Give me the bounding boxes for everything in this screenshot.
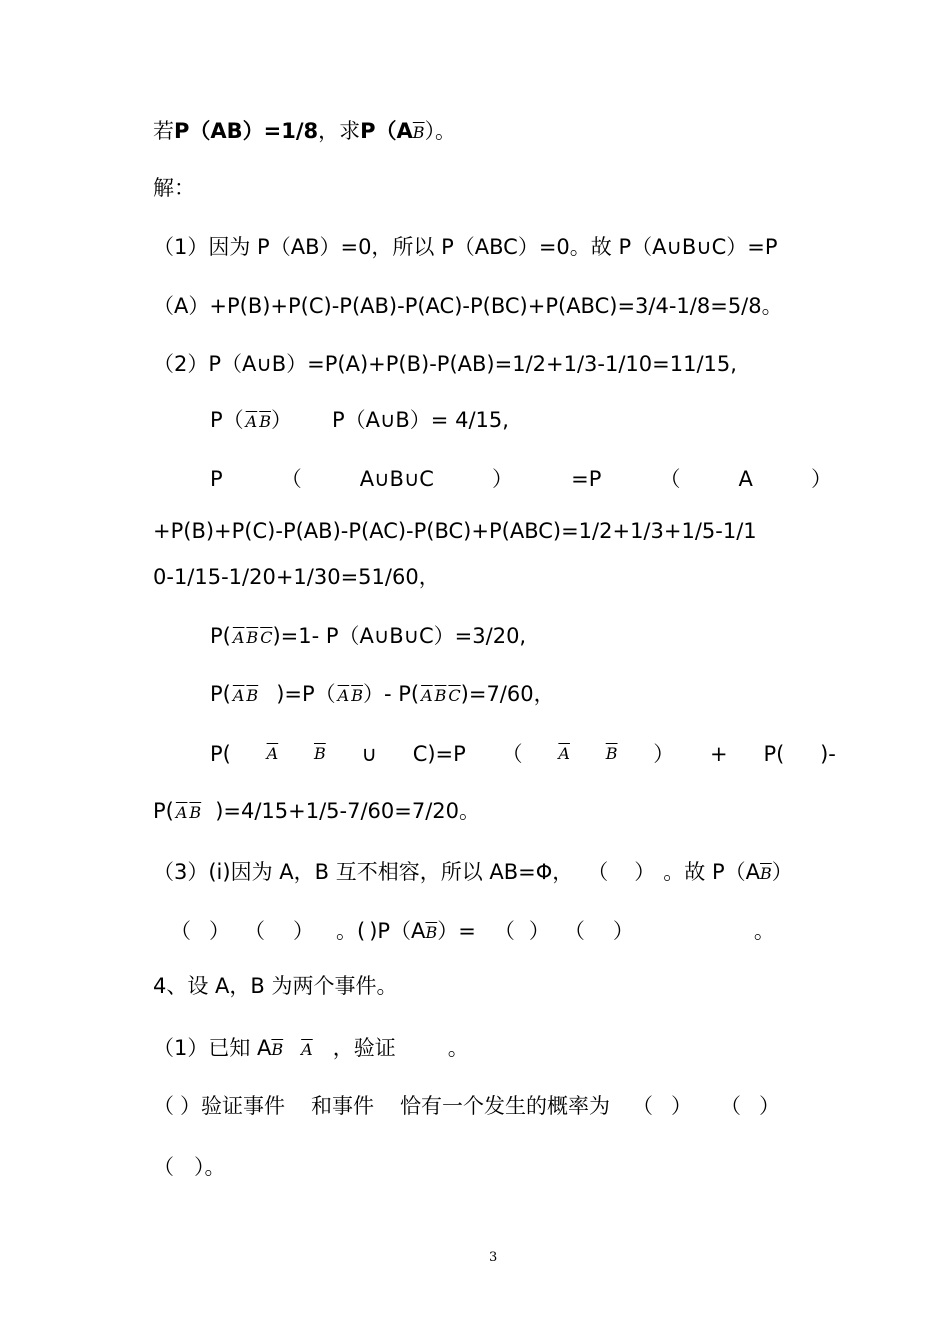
text: ） — [492, 467, 514, 491]
overline-var: $\overline{B}$ — [425, 923, 438, 942]
solution-line-14 — [153, 858, 793, 888]
overline-var: $\overline{A}$ — [558, 744, 570, 763]
text: 。( — [336, 919, 366, 943]
text: （ — [501, 742, 523, 766]
text: ）= — [437, 919, 476, 943]
text: ，验证 — [332, 1036, 396, 1060]
text: （ — [280, 467, 302, 491]
overline-var: $\overline{C}$ — [260, 628, 273, 647]
text: P( — [210, 682, 231, 706]
text: P（ — [210, 408, 244, 432]
question-4-line-2 — [153, 1092, 780, 1120]
overline-var: $\overline{A}$ — [232, 686, 245, 705]
overline-var: $\overline{A}$ — [301, 1040, 313, 1059]
overline-var: $\overline{B}$ — [434, 686, 447, 705]
overline-var: $\overline{B}$ — [605, 744, 618, 763]
solution-line-6 — [210, 406, 509, 436]
text: ∪ — [361, 742, 377, 766]
page-number: 3 — [489, 1250, 498, 1265]
text: ） — [634, 860, 656, 884]
text: 恰有一个发生的概率为 — [400, 1094, 610, 1118]
text: P（A∪B）= 4/15, — [332, 408, 509, 432]
text: （1）已知 A — [153, 1036, 272, 1060]
solution-line-3: （1）因为 P（AB）=0，所以 P（ABC）=0。故 P（A∪B∪C）=P — [153, 235, 778, 259]
overline-var: $\overline{B}$ — [313, 744, 326, 763]
text: A∪B∪C — [359, 467, 434, 491]
overline-var: $\overline{A}$ — [245, 412, 258, 431]
text: P( — [210, 624, 231, 648]
solution-line-9: 0-1/15-1/20+1/30=51/60， — [153, 565, 440, 589]
text: （ — [587, 860, 609, 884]
overline-var: $\overline{A}$ — [232, 628, 245, 647]
text: 。 — [447, 1036, 469, 1060]
overline-var: $\overline{B}$ — [259, 412, 271, 431]
text: P( — [763, 742, 785, 766]
text: （ — [659, 467, 681, 491]
overline-var: $\overline{B}$ — [351, 686, 363, 705]
text: 。故 P（A — [663, 860, 760, 884]
text: （ — [632, 1094, 653, 1118]
text: )- — [820, 742, 836, 766]
text: （ — [244, 919, 265, 943]
question-4-line-1 — [153, 1034, 469, 1064]
solution-heading: 解： — [153, 176, 195, 200]
text: =P — [571, 467, 602, 491]
text: + — [710, 742, 728, 766]
solution-line-8: +P(B)+P(C)-P(AB)-P(AC)-P(BC)+P(ABC)=1/2+1/3+1/5-1/1 — [153, 519, 757, 543]
solution-line-11 — [210, 680, 555, 710]
text: A — [738, 467, 753, 491]
text: ）验证事件 — [180, 1094, 285, 1118]
text: （ — [493, 919, 515, 943]
text: )=7/60， — [460, 682, 555, 706]
solution-line-12 — [210, 740, 836, 768]
text: ） — [771, 860, 793, 884]
text: ） — [759, 1094, 780, 1118]
overline-var: $\overline{B}$ — [189, 803, 202, 822]
text: ）。 — [194, 1155, 226, 1179]
text: ）- P( — [362, 682, 420, 706]
solution-line-7 — [210, 465, 832, 493]
text: （ — [153, 1094, 174, 1118]
text-bold: P（A — [360, 119, 413, 143]
text: ）。 — [424, 119, 457, 143]
overline-var: $\overline{B}$ — [246, 628, 259, 647]
overline-var: $\overline{A}$ — [421, 686, 433, 705]
solution-line-4: （A）+P(B)+P(C)-P(AB)-P(AC)-P(BC)+P(ABC)=3/4-1/8=5/8。 — [153, 294, 783, 318]
text: ） — [810, 467, 832, 491]
text: C)=P — [412, 742, 466, 766]
text: )=P（ — [276, 682, 336, 706]
overline-var: $\overline{A}$ — [175, 803, 188, 822]
text: （3）(ⅰ)因为 A，B 互不相容，所以 AB=Φ， — [153, 860, 574, 884]
overline-var: $\overline{C}$ — [448, 686, 461, 705]
text: ） — [271, 408, 292, 432]
question-4-line-3 — [153, 1153, 226, 1181]
text: P — [210, 467, 223, 491]
text: 和事件 — [311, 1094, 374, 1118]
overline-var: $\overline{A}$ — [337, 686, 350, 705]
solution-line-10 — [210, 622, 526, 652]
text: ） — [671, 1094, 692, 1118]
text: 若 — [153, 119, 174, 143]
text: ） — [209, 919, 230, 943]
solution-line-15 — [170, 917, 842, 947]
text: ） — [612, 919, 634, 943]
text: （ — [170, 919, 191, 943]
text: P( — [153, 799, 174, 823]
text: ） — [293, 919, 314, 943]
question-4-heading: 4、设 A，B 为两个事件。 — [153, 974, 398, 998]
text: （ — [720, 1094, 741, 1118]
text: ） — [528, 919, 550, 943]
text-bold: P（AB）=1/8 — [174, 119, 319, 143]
overline-var: $\overline{B}$ — [412, 123, 425, 142]
text: 。 — [753, 919, 775, 943]
text: ，求 — [318, 119, 361, 143]
text: （ — [153, 1155, 174, 1179]
text: )P（A — [369, 919, 426, 943]
overline-var: $\overline{B}$ — [246, 686, 259, 705]
text: P( — [210, 742, 231, 766]
text: ） — [653, 742, 675, 766]
text: )=4/15+1/5-7/60=7/20。 — [215, 799, 481, 823]
text: （ — [563, 919, 585, 943]
overline-var: $\overline{A}$ — [266, 744, 279, 763]
solution-line-5: （2）P（A∪B）=P(A)+P(B)-P(AB)=1/2+1/3-1/10=11/15, — [153, 352, 737, 376]
solution-line-13 — [153, 797, 480, 827]
overline-var: $\overline{B}$ — [271, 1040, 284, 1059]
overline-var: $\overline{B}$ — [760, 864, 772, 883]
problem-line-1 — [153, 117, 456, 147]
text: )=1- P（A∪B∪C）=3/20, — [272, 624, 527, 648]
